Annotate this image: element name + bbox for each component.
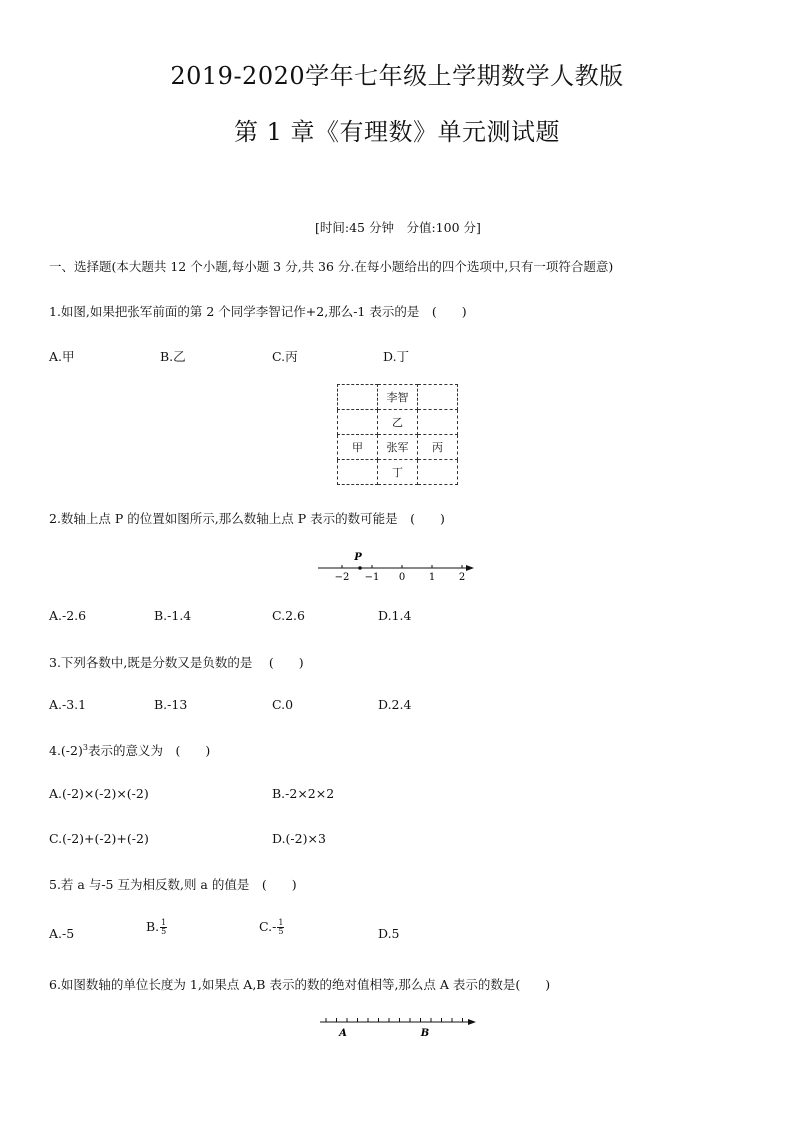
- grid-cell: 李智: [378, 385, 418, 410]
- q1-option-a: A.甲: [49, 349, 75, 364]
- q1-option-b: B.乙: [160, 349, 186, 364]
- q2-option-d: D.1.4: [378, 608, 412, 623]
- axis-tick-label: −2: [334, 572, 350, 583]
- point-b-label: B: [420, 1028, 430, 1039]
- q2-option-b: B.-1.4: [154, 608, 192, 623]
- point-p-label: P: [354, 552, 362, 563]
- grid-cell: 张军: [378, 435, 418, 460]
- grid-cell: [418, 385, 458, 410]
- q5-option-a: A.-5: [49, 926, 75, 941]
- q4-option-a: A.(-2)×(-2)×(-2): [49, 786, 149, 801]
- page-title-line2: 第 1 章《有理数》单元测试题: [233, 118, 561, 146]
- number-line-p: [310, 548, 480, 584]
- fraction-one-fifth: $\frac{1}{5}$: [161, 918, 167, 936]
- grid-cell: [338, 385, 378, 410]
- section-heading: 一、选择题(本大题共 12 个小题,每小题 3 分,共 36 分.在每小题给出的四个选项中,只有一项符合题意): [49, 259, 614, 274]
- q3-option-d: D.2.4: [378, 697, 412, 712]
- grid-cell: [338, 410, 378, 435]
- q4-option-d: D.(-2)×3: [272, 831, 326, 846]
- question-5-stem: 5.若 a 与-5 互为相反数,则 a 的值是 ( ): [49, 877, 297, 892]
- question-2-stem: 2.数轴上点 P 的位置如图所示,那么数轴上点 P 表示的数可能是 ( ): [49, 511, 445, 526]
- q4-stem-prefix: 4.(-2): [49, 743, 83, 758]
- grid-cell: [418, 460, 458, 485]
- question-6-stem: 6.如图数轴的单位长度为 1,如果点 A,B 表示的数的绝对值相等,那么点 A 表示的数是( ): [49, 977, 551, 992]
- q5-option-d: D.5: [378, 926, 400, 941]
- page-title-line1: 2019-2020学年七年级上学期数学人教版: [170, 62, 624, 90]
- q4-exponent: 3: [82, 742, 88, 752]
- q3-option-a: A.-3.1: [49, 697, 87, 712]
- q1-option-c: C.丙: [272, 349, 298, 364]
- grid-cell: 丙: [418, 435, 458, 460]
- q5-option-c-prefix: C.-: [259, 919, 277, 934]
- question-3-stem: 3.下列各数中,既是分数又是负数的是 ( ): [49, 655, 304, 670]
- number-line-ab: [312, 1012, 482, 1042]
- q2-option-c: C.2.6: [272, 608, 305, 623]
- q5-option-c: [259, 919, 284, 936]
- axis-tick-label: 1: [428, 572, 436, 583]
- q1-option-d: D.丁: [383, 349, 410, 364]
- q5-option-b-prefix: B.: [146, 919, 160, 934]
- seating-grid: [337, 384, 458, 485]
- axis-arrow: [468, 1019, 476, 1025]
- axis-arrow: [466, 565, 474, 571]
- fraction-one-fifth: $\frac{1}{5}$: [278, 918, 284, 936]
- grid-cell: 甲: [338, 435, 378, 460]
- grid-cell: 丁: [378, 460, 418, 485]
- q3-option-c: C.0: [272, 697, 294, 712]
- axis-tick-label: 2: [458, 572, 466, 583]
- question-1-stem: 1.如图,如果把张军前面的第 2 个同学李智记作+2,那么-1 表示的是 ( ): [49, 304, 467, 319]
- axis-tick-label: −1: [364, 572, 380, 583]
- grid-cell: [338, 460, 378, 485]
- question-4-stem: [49, 741, 210, 759]
- exam-info: [时间:45 分钟 分值:100 分]: [315, 220, 481, 235]
- point-p-dot: [358, 566, 362, 570]
- q4-option-b: B.-2×2×2: [272, 786, 335, 801]
- q4-option-c: C.(-2)+(-2)+(-2): [49, 831, 149, 846]
- q5-option-b: [146, 919, 167, 936]
- q2-option-a: A.-2.6: [49, 608, 87, 623]
- point-a-label: A: [339, 1028, 347, 1039]
- q4-stem-suffix: 表示的意义为 ( ): [87, 743, 211, 758]
- q3-option-b: B.-13: [154, 697, 188, 712]
- grid-cell: [418, 410, 458, 435]
- axis-tick-label: 0: [398, 572, 406, 583]
- grid-cell: 乙: [378, 410, 418, 435]
